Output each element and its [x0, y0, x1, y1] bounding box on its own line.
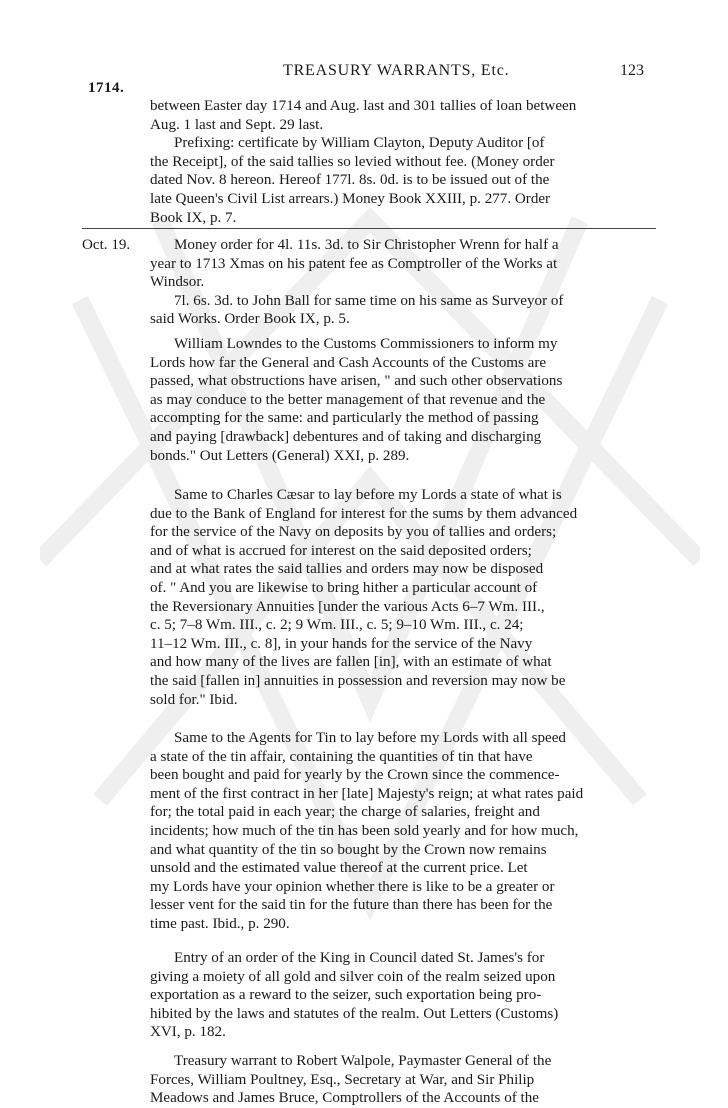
text-line: Same to Charles Cæsar to lay before my Lords a state of what is: [174, 487, 562, 503]
text-line: sold for." Ibid.: [150, 691, 238, 708]
text-line: Lords how far the General and Cash Accounts of the Customs are: [150, 354, 547, 371]
text-line: bonds." Out Letters (General) XXI, p. 289.: [150, 447, 410, 464]
text-line: for; the total paid in each year; the charge of salaries, freight and: [150, 804, 540, 821]
text-line: ment of the first contract in her [late] Majesty's reign; at what rates paid: [150, 785, 584, 802]
text-line: and paying [drawback] debentures and of taking and discharging: [150, 428, 542, 445]
text-line: the Reversionary Annuities [under the various Acts 6–7 Wm. III.,: [150, 598, 545, 615]
text-line: and how many of the lives are fallen [in], with an estimate of what: [150, 654, 552, 671]
entry-block: [150, 335, 655, 465]
text-line: between Easter day 1714 and Aug. last and 301 tallies of loan between: [150, 98, 577, 114]
text-line: c. 5; 7–8 Wm. III., c. 2; 9 Wm. III., c. 5; 9–10 Wm. III., c. 24;: [150, 617, 524, 634]
text-line: late Queen's Civil List arrears.) Money Book XXIII, p. 277. Order: [150, 190, 551, 207]
text-line: and what quantity of the tin so bought by the Crown now remains: [150, 841, 547, 858]
text-line: a state of the tin affair, containing the quantities of tin that have: [150, 748, 533, 765]
text-line: and of what is accrued for interest on the said deposited orders;: [150, 542, 532, 559]
entry-block: [150, 236, 655, 329]
text-line: as may conduce to the better management of that revenue and the: [150, 391, 546, 408]
section-divider: [82, 228, 656, 229]
text-line: the said [fallen in] annuities in possession and reversion may now be: [150, 672, 566, 689]
year-label: 1714.: [88, 80, 125, 96]
text-line: accompting for the same: and particularly the method of passing: [150, 410, 539, 427]
entry-block: [150, 729, 655, 934]
text-line: dated Nov. 8 hereon. Hereof 177l. 8s. 0d. is to be issued out of the: [150, 172, 550, 189]
text-line: 11–12 Wm. III., c. 8], in your hands for the service of the Navy: [150, 635, 533, 652]
entry-block: [150, 486, 655, 709]
text-line: and at what rates the said tallies and orders may now be disposed: [150, 561, 544, 578]
text-line: incidents; how much of the tin has been sold yearly and for how much,: [150, 822, 579, 839]
text-line: time past. Ibid., p. 290.: [150, 915, 290, 932]
text-line: 7l. 6s. 3d. to John Ball for same time on his same as Surveyor of: [174, 292, 564, 309]
text-line: Treasury warrant to Robert Walpole, Paymaster General of the: [174, 1053, 552, 1069]
text-line: Entry of an order of the King in Council dated St. James's for: [174, 950, 545, 966]
text-line: hibited by the laws and statutes of the realm. Out Letters (Customs): [150, 1005, 559, 1022]
text-line: Money order for 4l. 11s. 3d. to Sir Christopher Wrenn for half a: [174, 237, 559, 253]
entry-block: [150, 1052, 655, 1108]
text-line: William Lowndes to the Customs Commissioners to inform my: [174, 336, 558, 352]
text-line: said Works. Order Book IX, p. 5.: [150, 311, 350, 328]
text-line: lesser vent for the said tin for the future than there has been for the: [150, 897, 553, 914]
page-number: 123: [620, 62, 644, 79]
text-line: giving a moiety of all gold and silver coin of the realm seized upon: [150, 968, 556, 985]
running-title: TREASURY WARRANTS, Etc.: [283, 62, 510, 79]
text-line: been bought and paid for yearly by the Crown since the commence-: [150, 767, 560, 784]
text-line: Book IX, p. 7.: [150, 209, 237, 226]
page-header: [0, 60, 728, 100]
text-line: passed, what obstructions have arisen, " and such other observations: [150, 373, 563, 390]
text-line: exportation as a reward to the seizer, such exportation being pro-: [150, 987, 542, 1004]
text-line: Meadows and James Bruce, Comptrollers of the Accounts of the: [150, 1090, 539, 1107]
text-line: due to the Bank of England for interest for the sums by them advanced: [150, 505, 578, 522]
text-line: unsold and the estimated value thereof at the current price. Let: [150, 860, 528, 877]
text-line: year to 1713 Xmas on his patent fee as Comptroller of the Works at: [150, 255, 558, 272]
text-line: Prefixing: certificate by William Clayton, Deputy Auditor [of: [174, 135, 545, 152]
text-line: Forces, William Poultney, Esq., Secretary at War, and Sir Philip: [150, 1071, 535, 1088]
text-line: Windsor.: [150, 274, 205, 291]
text-line: Same to the Agents for Tin to lay before my Lords with all speed: [174, 730, 566, 746]
text-line: of. " And you are likewise to bring hither a particular account of: [150, 579, 538, 596]
entry-date: Oct. 19.: [82, 237, 131, 253]
text-line: my Lords have your opinion whether there is like to be a greater or: [150, 878, 555, 895]
text-line: the Receipt], of the said tallies so levied without fee. (Money order: [150, 153, 555, 170]
entry-block: [150, 97, 655, 227]
entry-block: [150, 949, 655, 1042]
text-line: Aug. 1 last and Sept. 29 last.: [150, 116, 324, 133]
text-line: XVI, p. 182.: [150, 1024, 226, 1041]
text-line: for the service of the Navy on deposits by you of tallies and orders;: [150, 524, 557, 541]
